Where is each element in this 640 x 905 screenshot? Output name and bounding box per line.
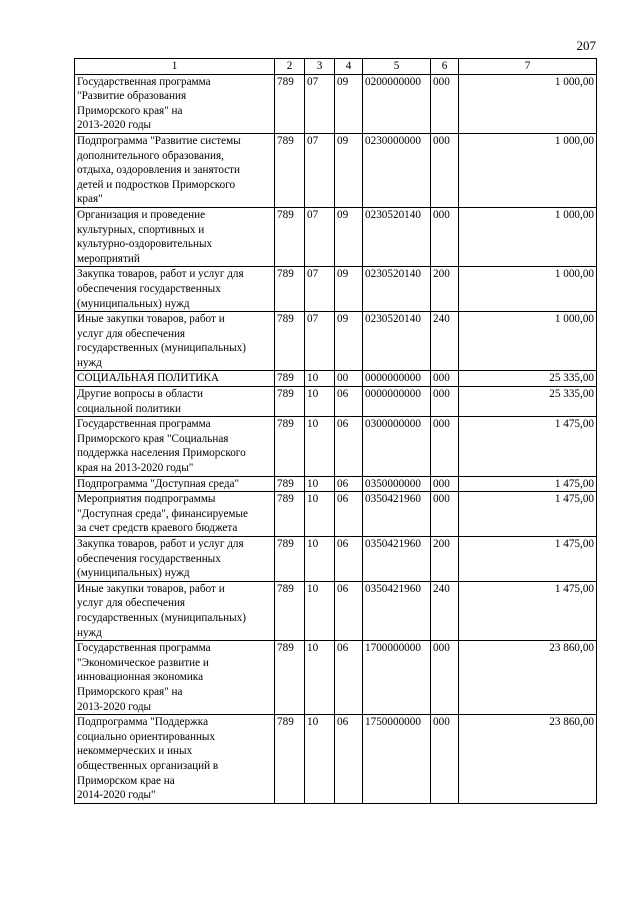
row-section-code: 10 <box>305 537 335 582</box>
header-cell-amount: 7 <box>459 59 597 75</box>
header-row <box>75 59 597 75</box>
header-cell-target-item: 5 <box>363 59 431 75</box>
row-name: Подпрограмма "Поддержка социально ориентированных некоммерческих и иных общественных организаций в Приморском крае на 2014-2020 годы" <box>75 715 275 804</box>
row-expense-type-code: 000 <box>431 715 459 804</box>
row-expense-type-code: 200 <box>431 537 459 582</box>
row-amount: 1 475,00 <box>459 492 597 537</box>
table-row <box>75 537 597 582</box>
row-amount: 1 475,00 <box>459 476 597 492</box>
row-target-item-code: 0350421960 <box>363 581 431 640</box>
row-department-code: 789 <box>275 492 305 537</box>
header-cell-subsection: 4 <box>335 59 363 75</box>
row-department-code: 789 <box>275 133 305 207</box>
row-section-code: 10 <box>305 581 335 640</box>
row-subsection-code: 06 <box>335 387 363 417</box>
row-subsection-code: 00 <box>335 371 363 387</box>
row-name: Государственная программа Приморского края "Социальная поддержка населения Приморского края на 2013-2020 годы" <box>75 417 275 476</box>
row-expense-type-code: 000 <box>431 641 459 715</box>
row-name: Мероприятия подпрограммы "Доступная среда", финансируемые за счет средств краевого бюджета <box>75 492 275 537</box>
table-row <box>75 641 597 715</box>
row-target-item-code: 0350000000 <box>363 476 431 492</box>
row-section-code: 10 <box>305 371 335 387</box>
row-department-code: 789 <box>275 715 305 804</box>
row-amount: 1 475,00 <box>459 417 597 476</box>
row-section-code: 10 <box>305 417 335 476</box>
header-cell-department: 2 <box>275 59 305 75</box>
row-amount: 1 000,00 <box>459 133 597 207</box>
row-subsection-code: 06 <box>335 476 363 492</box>
table-row <box>75 476 597 492</box>
table-row <box>75 715 597 804</box>
row-expense-type-code: 000 <box>431 387 459 417</box>
header-cell-expense-type: 6 <box>431 59 459 75</box>
table-row <box>75 312 597 371</box>
row-subsection-code: 09 <box>335 74 363 133</box>
table-row <box>75 387 597 417</box>
row-amount: 1 000,00 <box>459 312 597 371</box>
table-row <box>75 207 597 266</box>
row-expense-type-code: 200 <box>431 267 459 312</box>
row-section-code: 10 <box>305 715 335 804</box>
row-department-code: 789 <box>275 312 305 371</box>
row-target-item-code: 1700000000 <box>363 641 431 715</box>
row-subsection-code: 06 <box>335 537 363 582</box>
row-subsection-code: 09 <box>335 133 363 207</box>
row-subsection-code: 06 <box>335 581 363 640</box>
row-department-code: 789 <box>275 371 305 387</box>
table-row <box>75 74 597 133</box>
row-section-code: 07 <box>305 74 335 133</box>
row-target-item-code: 0200000000 <box>363 74 431 133</box>
row-amount: 1 000,00 <box>459 74 597 133</box>
row-name: Организация и проведение культурных, спортивных и культурно-оздоровительных мероприятий <box>75 207 275 266</box>
row-department-code: 789 <box>275 207 305 266</box>
row-section-code: 07 <box>305 267 335 312</box>
row-amount: 25 335,00 <box>459 371 597 387</box>
row-expense-type-code: 000 <box>431 207 459 266</box>
row-name: Другие вопросы в области социальной политики <box>75 387 275 417</box>
row-target-item-code: 0230000000 <box>363 133 431 207</box>
row-expense-type-code: 000 <box>431 417 459 476</box>
row-expense-type-code: 000 <box>431 74 459 133</box>
row-name: СОЦИАЛЬНАЯ ПОЛИТИКА <box>75 371 275 387</box>
row-section-code: 10 <box>305 387 335 417</box>
row-department-code: 789 <box>275 581 305 640</box>
row-target-item-code: 0000000000 <box>363 371 431 387</box>
row-subsection-code: 06 <box>335 641 363 715</box>
row-expense-type-code: 240 <box>431 312 459 371</box>
header-cell-section: 3 <box>305 59 335 75</box>
row-name: Подпрограмма "Развитие системы дополнительного образования, отдыха, оздоровления и занятости детей и подростков Приморского края" <box>75 133 275 207</box>
row-name: Государственная программа "Развитие образования Приморского края" на 2013-2020 годы <box>75 74 275 133</box>
row-subsection-code: 06 <box>335 417 363 476</box>
page-number: 207 <box>576 38 596 53</box>
row-amount: 25 335,00 <box>459 387 597 417</box>
row-expense-type-code: 000 <box>431 476 459 492</box>
row-department-code: 789 <box>275 476 305 492</box>
row-name: Государственная программа "Экономическое развитие и инновационная экономика Приморского края" на 2013-2020 годы <box>75 641 275 715</box>
row-section-code: 07 <box>305 312 335 371</box>
row-target-item-code: 0350421960 <box>363 537 431 582</box>
row-amount: 1 475,00 <box>459 581 597 640</box>
row-department-code: 789 <box>275 267 305 312</box>
row-department-code: 789 <box>275 641 305 715</box>
table-row <box>75 581 597 640</box>
header-cell-name: 1 <box>75 59 275 75</box>
row-amount: 1 475,00 <box>459 537 597 582</box>
row-target-item-code: 0000000000 <box>363 387 431 417</box>
row-subsection-code: 09 <box>335 267 363 312</box>
row-section-code: 07 <box>305 207 335 266</box>
row-subsection-code: 06 <box>335 715 363 804</box>
row-expense-type-code: 000 <box>431 492 459 537</box>
table-row <box>75 133 597 207</box>
row-subsection-code: 09 <box>335 312 363 371</box>
row-amount: 1 000,00 <box>459 267 597 312</box>
row-name: Подпрограмма "Доступная среда" <box>75 476 275 492</box>
row-department-code: 789 <box>275 74 305 133</box>
row-section-code: 07 <box>305 133 335 207</box>
budget-table <box>74 58 597 804</box>
row-subsection-code: 06 <box>335 492 363 537</box>
row-target-item-code: 0300000000 <box>363 417 431 476</box>
table-row <box>75 417 597 476</box>
row-name: Закупка товаров, работ и услуг для обеспечения государственных (муниципальных) нужд <box>75 537 275 582</box>
row-target-item-code: 0230520140 <box>363 312 431 371</box>
row-name: Иные закупки товаров, работ и услуг для обеспечения государственных (муниципальных) нужд <box>75 581 275 640</box>
row-section-code: 10 <box>305 492 335 537</box>
row-department-code: 789 <box>275 387 305 417</box>
row-section-code: 10 <box>305 641 335 715</box>
table-row <box>75 492 597 537</box>
row-section-code: 10 <box>305 476 335 492</box>
row-target-item-code: 1750000000 <box>363 715 431 804</box>
row-amount: 23 860,00 <box>459 715 597 804</box>
row-expense-type-code: 240 <box>431 581 459 640</box>
row-name: Закупка товаров, работ и услуг для обеспечения государственных (муниципальных) нужд <box>75 267 275 312</box>
row-amount: 1 000,00 <box>459 207 597 266</box>
table-row <box>75 267 597 312</box>
row-expense-type-code: 000 <box>431 371 459 387</box>
row-amount: 23 860,00 <box>459 641 597 715</box>
row-target-item-code: 0230520140 <box>363 267 431 312</box>
row-department-code: 789 <box>275 537 305 582</box>
row-target-item-code: 0350421960 <box>363 492 431 537</box>
row-target-item-code: 0230520140 <box>363 207 431 266</box>
table-row <box>75 371 597 387</box>
row-subsection-code: 09 <box>335 207 363 266</box>
row-name: Иные закупки товаров, работ и услуг для обеспечения государственных (муниципальных) нужд <box>75 312 275 371</box>
row-expense-type-code: 000 <box>431 133 459 207</box>
row-department-code: 789 <box>275 417 305 476</box>
